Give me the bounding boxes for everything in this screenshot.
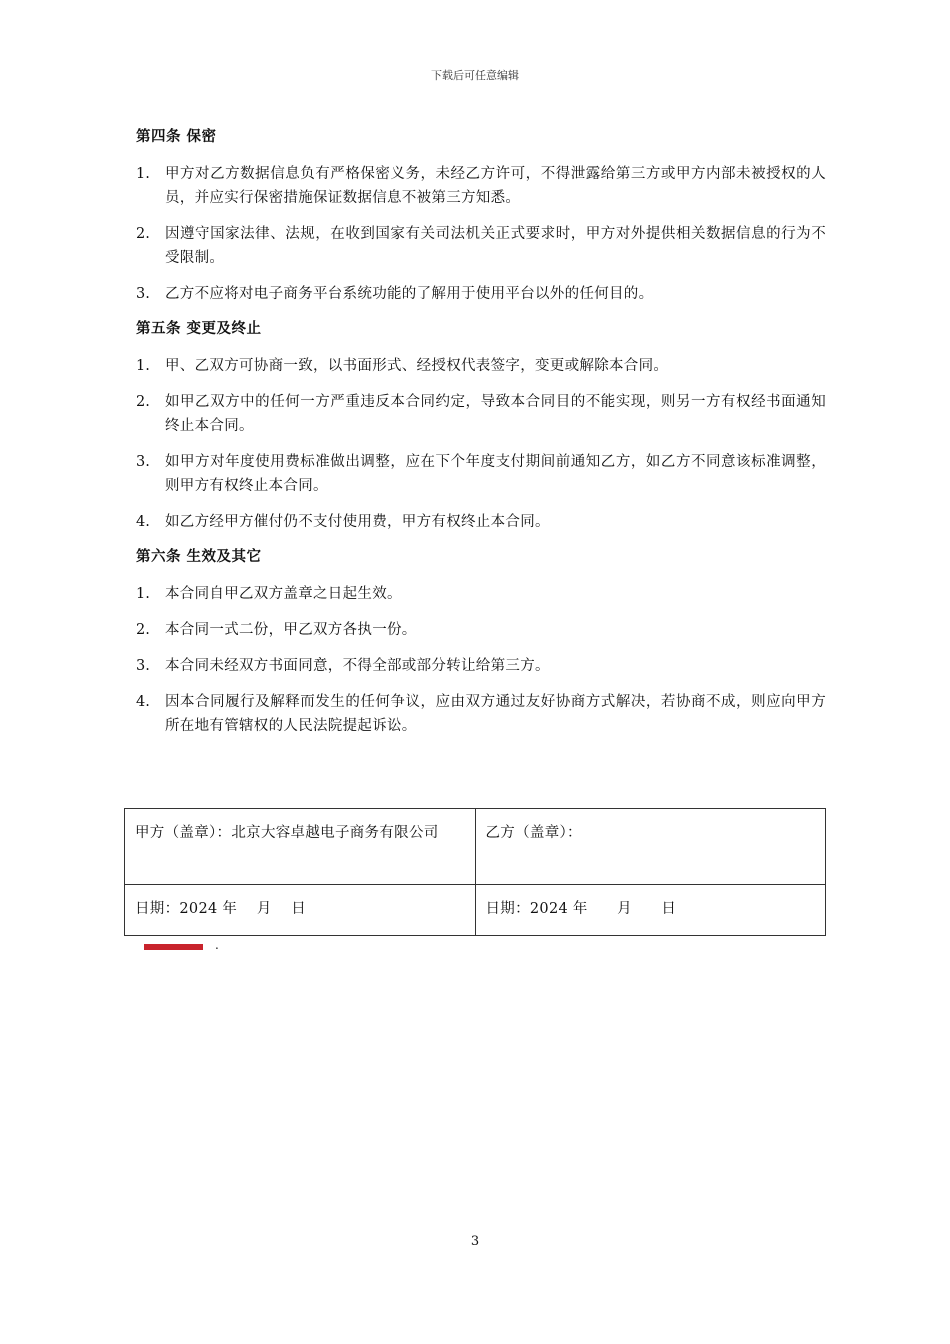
list-item	[136, 582, 826, 606]
clause-number: 2.	[136, 226, 150, 242]
section-heading-effect-misc: 第六条 生效及其它	[136, 549, 262, 565]
list-item	[136, 654, 826, 678]
list-item	[136, 618, 826, 642]
clause-text: 如乙方经甲方催付仍不支付使用费，甲方有权终止本合同。	[165, 514, 550, 530]
list-item	[136, 510, 826, 534]
clause-number: 2.	[136, 622, 150, 638]
header-note: 下载后可任意编辑	[431, 69, 519, 82]
section-heading-change-termination: 第五条 变更及终止	[136, 321, 262, 337]
clause-text: 本合同自甲乙双方盖章之日起生效。	[165, 586, 402, 602]
party-b-cell: 乙方（盖章）：	[475, 809, 826, 885]
clause-number: 1.	[136, 358, 150, 374]
list-item	[136, 690, 826, 738]
clause-number: 4.	[136, 694, 150, 710]
clause-number: 3.	[136, 286, 150, 302]
clause-text: 本合同未经双方书面同意，不得全部或部分转让给第三方。	[165, 658, 550, 674]
list-item	[136, 162, 826, 210]
clause-text: 本合同一式二份，甲乙双方各执一份。	[165, 622, 417, 638]
list-item	[136, 354, 826, 378]
contract-body	[136, 126, 826, 750]
red-accent-bar	[144, 944, 203, 950]
clause-number: 1.	[136, 586, 150, 602]
party-a-cell: 甲方（盖章）：北京大容卓越电子商务有限公司	[125, 809, 476, 885]
clause-text: 因本合同履行及解释而发生的任何争议，应由双方通过友好协商方式解决，若协商不成，则应向甲方所在地有管辖权的人民法院提起诉讼。	[165, 694, 826, 734]
clause-text: 甲方对乙方数据信息负有严格保密义务，未经乙方许可，不得泄露给第三方或甲方内部未被授权的人员，并应实行保密措施保证数据信息不被第三方知悉。	[165, 166, 826, 206]
table-row	[125, 809, 826, 885]
section-heading-confidentiality: 第四条 保密	[136, 129, 217, 145]
date-a-cell: 日期：2024 年 月 日	[125, 885, 476, 936]
list-item	[136, 450, 826, 498]
list-item	[136, 390, 826, 438]
clause-text: 甲、乙双方可协商一致，以书面形式、经授权代表签字，变更或解除本合同。	[165, 358, 669, 374]
clause-text: 乙方不应将对电子商务平台系统功能的了解用于使用平台以外的任何目的。	[165, 286, 654, 302]
page-number: 3	[470, 1234, 480, 1249]
clause-number: 2.	[136, 394, 150, 410]
list-item	[136, 282, 826, 306]
clause-number: 3.	[136, 454, 150, 470]
clause-number: 4.	[136, 514, 150, 530]
clause-text: 如甲乙双方中的任何一方严重违反本合同约定，导致本合同目的不能实现，则另一方有权经书面通知终止本合同。	[165, 394, 826, 434]
table-row	[125, 885, 826, 936]
clause-text: 如甲方对年度使用费标准做出调整，应在下个年度支付期间前通知乙方，如乙方不同意该标准调整，则甲方有权终止本合同。	[165, 454, 826, 494]
signature-table	[124, 808, 826, 936]
clause-number: 1.	[136, 166, 150, 182]
clause-text: 因遵守国家法律、法规，在收到国家有关司法机关正式要求时，甲方对外提供相关数据信息的行为不受限制。	[165, 226, 826, 266]
date-b-cell: 日期：2024 年 月 日	[475, 885, 826, 936]
clause-number: 3.	[136, 658, 150, 674]
footer-dot: .	[215, 938, 219, 952]
list-item	[136, 222, 826, 270]
